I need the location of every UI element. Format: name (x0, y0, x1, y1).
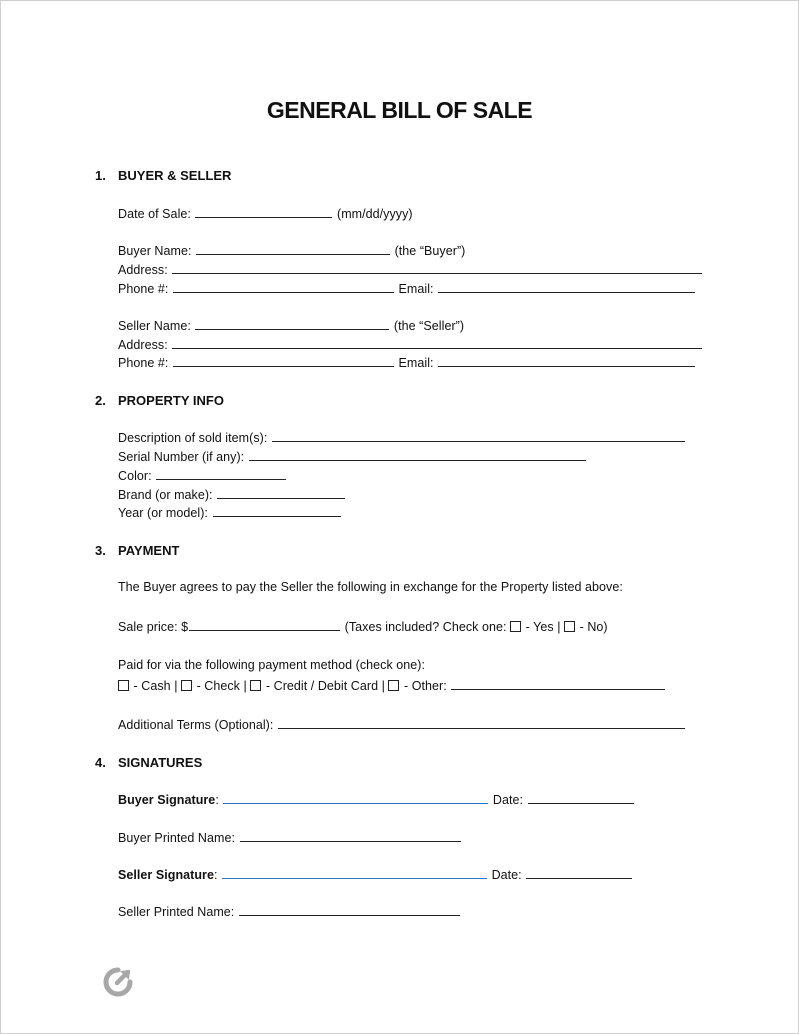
check-label: - Check (196, 679, 240, 693)
buyer-signature-field[interactable] (223, 792, 488, 804)
additional-terms-label: Additional Terms (Optional): (118, 718, 274, 732)
buyer-email-label: Email: (398, 282, 434, 296)
other-method-field[interactable] (451, 678, 665, 690)
seller-date-field[interactable] (526, 867, 632, 879)
taxes-yes-checkbox[interactable] (510, 621, 521, 632)
seller-email-field[interactable] (438, 355, 695, 367)
buyer-name-field[interactable] (196, 243, 390, 255)
seller-signature-label: Seller Signature (118, 868, 214, 882)
buyer-printed-name-label: Buyer Printed Name: (118, 831, 235, 845)
seller-address-label: Address: (118, 338, 168, 352)
seller-printed-name-field[interactable] (239, 904, 460, 916)
serial-number-row (118, 449, 587, 464)
year-row (118, 505, 342, 520)
colon: : (213, 868, 218, 882)
taxes-no-checkbox[interactable] (564, 621, 575, 632)
seller-name-field[interactable] (195, 318, 389, 330)
section-number: 1. (95, 168, 106, 183)
buyer-printed-name-row (118, 830, 462, 845)
section-heading-property-info (95, 393, 224, 408)
card-checkbox[interactable] (250, 680, 261, 691)
separator: | (243, 679, 247, 693)
buyer-suffix: (the “Buyer”) (394, 244, 466, 258)
color-field[interactable] (156, 468, 286, 480)
color-label: Color: (118, 469, 152, 483)
seller-printed-name-row (118, 904, 461, 919)
separator: | (557, 620, 561, 634)
section-title: BUYER & SELLER (118, 168, 232, 183)
check-checkbox[interactable] (181, 680, 192, 691)
year-label: Year (or model): (118, 506, 208, 520)
separator: | (381, 679, 385, 693)
payment-intro: The Buyer agrees to pay the Seller the following in exchange for the Property listed above: (118, 580, 623, 594)
seller-phone-row (118, 355, 696, 370)
section-heading-payment (95, 543, 179, 558)
refresh-arrow-logo-icon (103, 967, 133, 997)
other-checkbox[interactable] (388, 680, 399, 691)
additional-terms-field[interactable] (278, 717, 685, 729)
seller-phone-label: Phone #: (118, 356, 169, 370)
buyer-signature-row (118, 792, 635, 807)
description-field[interactable] (272, 430, 685, 442)
date-of-sale-row (118, 206, 413, 221)
colon: : (215, 793, 219, 807)
seller-name-label: Seller Name: (118, 319, 191, 333)
seller-date-label: Date: (491, 868, 522, 882)
buyer-phone-field[interactable] (173, 281, 394, 293)
section-title: SIGNATURES (118, 755, 203, 770)
sale-price-row (118, 619, 608, 634)
buyer-printed-name-field[interactable] (240, 830, 461, 842)
date-of-sale-label: Date of Sale: (118, 207, 191, 221)
cash-label: - Cash (133, 679, 171, 693)
section-number: 3. (95, 543, 106, 558)
additional-terms-row (118, 717, 686, 732)
section-heading-buyer-seller (95, 168, 231, 183)
document-title: GENERAL BILL OF SALE (266, 97, 533, 123)
section-title: PROPERTY INFO (118, 393, 224, 408)
payment-method-row (118, 678, 666, 693)
taxes-question: (Taxes included? Check one: (344, 620, 507, 634)
section-heading-signatures (95, 755, 202, 770)
buyer-phone-label: Phone #: (118, 282, 169, 296)
section-number: 4. (95, 755, 106, 770)
taxes-no-label: - No) (579, 620, 608, 634)
year-field[interactable] (213, 505, 341, 517)
taxes-yes-label: - Yes (525, 620, 554, 634)
separator: | (174, 679, 178, 693)
sale-price-label: Sale price: $ (118, 620, 189, 634)
buyer-signature-label: Buyer Signature (118, 793, 216, 807)
description-label: Description of sold item(s): (118, 431, 268, 445)
buyer-name-label: Buyer Name: (118, 244, 192, 258)
seller-email-label: Email: (398, 356, 434, 370)
serial-number-field[interactable] (249, 449, 586, 461)
other-label: - Other: (404, 679, 447, 693)
cash-checkbox[interactable] (118, 680, 129, 691)
brand-row (118, 487, 346, 502)
seller-phone-field[interactable] (173, 355, 394, 367)
buyer-phone-row (118, 281, 696, 296)
date-of-sale-field[interactable] (195, 206, 332, 218)
seller-name-row (118, 318, 464, 333)
card-label: - Credit / Debit Card (265, 679, 379, 693)
buyer-address-label: Address: (118, 263, 168, 277)
brand-field[interactable] (217, 487, 345, 499)
seller-signature-row (118, 867, 633, 882)
buyer-name-row (118, 243, 465, 258)
buyer-date-field[interactable] (528, 792, 634, 804)
description-row (118, 430, 686, 445)
seller-suffix: (the “Seller”) (393, 319, 465, 333)
color-row (118, 468, 287, 483)
seller-address-field[interactable] (172, 337, 702, 349)
buyer-date-label: Date: (492, 793, 524, 807)
date-format-hint: (mm/dd/yyyy) (336, 207, 413, 221)
buyer-address-row (118, 262, 703, 277)
seller-address-row (118, 337, 703, 352)
section-number: 2. (95, 393, 106, 408)
buyer-email-field[interactable] (438, 281, 695, 293)
seller-signature-field[interactable] (222, 867, 487, 879)
buyer-address-field[interactable] (172, 262, 702, 274)
section-title: PAYMENT (118, 543, 180, 558)
payment-method-intro: Paid for via the following payment method (check one): (118, 658, 426, 672)
sale-price-field[interactable] (189, 619, 340, 631)
serial-number-label: Serial Number (if any): (118, 450, 245, 464)
seller-printed-name-label: Seller Printed Name: (118, 905, 235, 919)
brand-label: Brand (or make): (118, 488, 213, 502)
